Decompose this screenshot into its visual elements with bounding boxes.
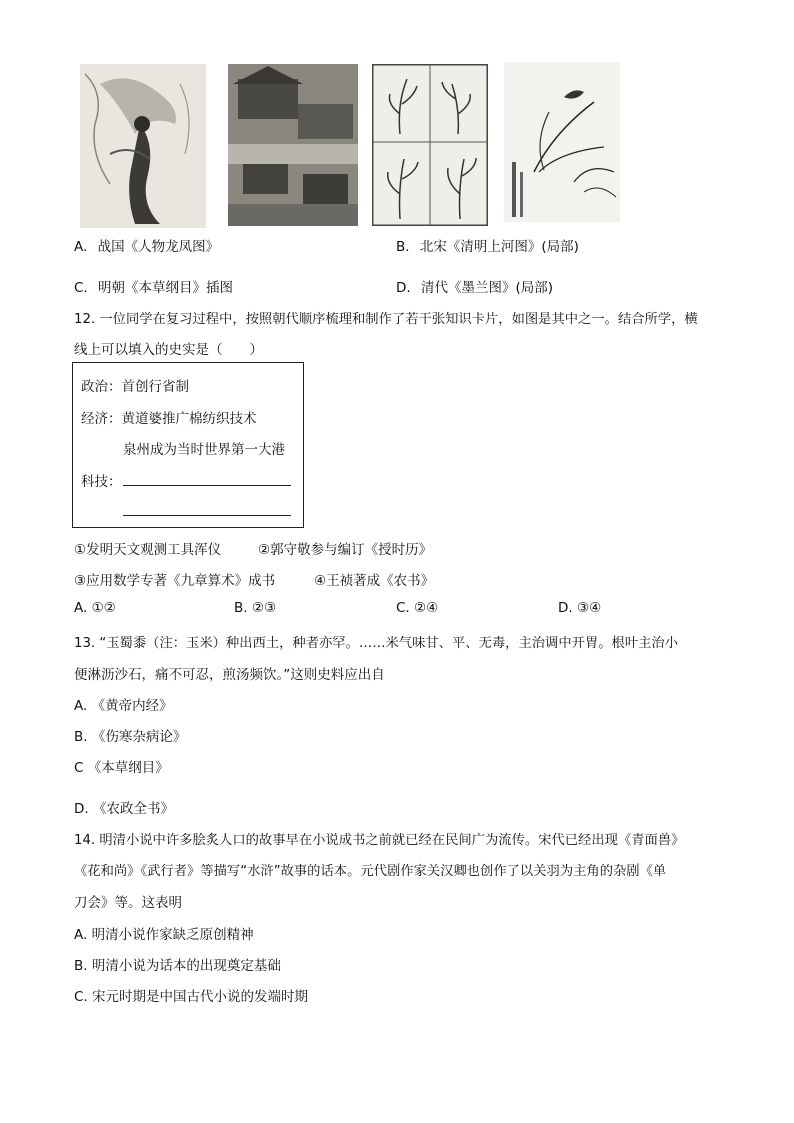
q13-stem-line1: 13. “玉蜀黍（注：玉米）种出西土，种者亦罕。……米气味甘、平、无毒，主治调中开胃。根叶主治小 (74, 636, 679, 651)
q14-stem-line1: 14. 明清小说中许多脍炙人口的故事早在小说成书之前就已经在民间广为流传。宋代已经出现《青面兽》 (74, 833, 685, 848)
card-politics: 政治：首创行省制 (81, 379, 189, 395)
q12-stem-line2: 线上可以填入的史实是（ ） (74, 342, 263, 358)
q11-option-a[interactable] (74, 235, 219, 255)
q12-option-d[interactable]: D. ③④ (558, 600, 602, 616)
option-letter: C. (74, 280, 88, 296)
figure-painting-art (80, 64, 206, 228)
option-letter: A. (74, 239, 88, 255)
q12-stem-line1: 12. 一位同学在复习过程中，按照朝代顺序梳理和制作了若干张知识卡片，如图是其中之一。结合所学，横 (74, 312, 698, 327)
image-figure-painting (80, 64, 206, 228)
q12-item-3: ③应用数学专著《九章算术》成书 (74, 573, 276, 589)
card-economy-1: 经济：黄道婆推广棉纺织技术 (81, 411, 257, 427)
q12-item-2: ②郭守敬参与编订《授时历》 (258, 542, 433, 558)
image-orchid-painting (504, 62, 620, 222)
option-text: 清代《墨兰图》(局部) (420, 280, 554, 296)
q14-option-b[interactable]: B. 明清小说为话本的出现奠定基础 (74, 958, 281, 974)
q11-option-d[interactable] (396, 276, 553, 296)
q13-stem-line2: 便淋沥沙石，痛不可忍，煎汤频饮。”这则史料应出自 (74, 667, 385, 683)
q13-option-c[interactable]: C 《本草纲目》 (74, 760, 169, 776)
q12-item-4: ④王祯著成《农书》 (314, 573, 435, 589)
image-bencao-illustration (372, 64, 488, 226)
q13-option-d[interactable]: D. 《农政全书》 (74, 801, 174, 817)
option-text: 明朝《本草纲目》插图 (98, 280, 234, 296)
bencao-illustration-art (372, 64, 488, 226)
q14-option-c[interactable]: C. 宋元时期是中国古代小说的发端时期 (74, 989, 309, 1005)
q14-stem-line2: 《花和尚》《武行者》等描写“水浒”故事的话本。元代剧作家关汉卿也创作了以关羽为主角的杂剧《单 (74, 864, 667, 879)
q11-option-b[interactable] (396, 235, 579, 255)
orchid-painting-art (504, 62, 620, 222)
q14-option-a[interactable]: A. 明清小说作家缺乏原创精神 (74, 927, 254, 943)
option-letter: B. (396, 239, 410, 255)
card-economy-2: 泉州成为当时世界第一大港 (123, 442, 285, 458)
card-blank-line-2[interactable] (123, 515, 291, 516)
option-text: 战国《人物龙凤图》 (97, 239, 220, 255)
image-qingming-painting (228, 64, 358, 226)
knowledge-card (72, 362, 304, 528)
card-blank-line-1[interactable] (123, 485, 291, 486)
q12-item-1: ①发明天文观测工具浑仪 (74, 542, 222, 558)
qingming-painting-art (228, 64, 358, 226)
option-letter: D. (396, 280, 411, 296)
option-text: 北宋《清明上河图》(局部) (419, 239, 579, 255)
q13-option-a[interactable]: A. 《黄帝内经》 (74, 698, 173, 714)
q13-option-b[interactable]: B. 《伤寒杂病论》 (74, 729, 187, 745)
q12-option-c[interactable]: C. ②④ (396, 600, 439, 616)
q14-stem-line3: 刀会》等。这表明 (74, 895, 182, 911)
q12-option-a[interactable]: A. ①② (74, 600, 116, 616)
card-tech-label: 科技： (81, 474, 122, 490)
q12-option-b[interactable]: B. ②③ (234, 600, 277, 616)
q11-option-c[interactable] (74, 276, 233, 296)
